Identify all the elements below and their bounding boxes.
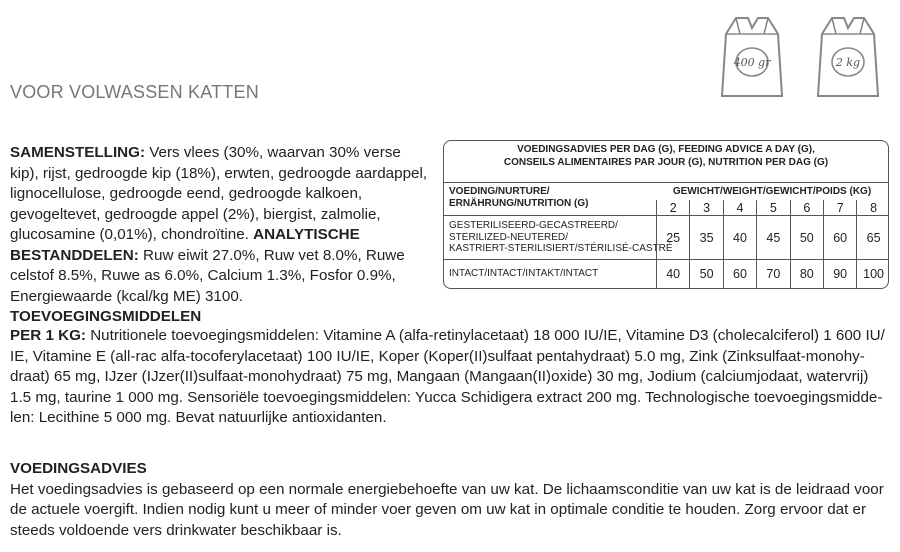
composition-block: [10, 143, 430, 328]
value-cell: 100: [856, 260, 889, 288]
value-cell: 70: [756, 260, 789, 288]
additives-label-a: TOEVOEGINGSMIDDELEN: [10, 308, 202, 325]
nutrition-column-head-line: ERNÄHRUNG/NUTRITION (G): [449, 197, 589, 209]
bag-small-label: 400 gr: [733, 56, 771, 69]
weight-cell: 8: [856, 200, 889, 215]
nutrition-column-head-line: VOEDING/NURTURE/: [449, 186, 550, 197]
value-cell: 80: [790, 260, 823, 288]
composition-label: SAMENSTELLING:: [10, 144, 145, 161]
weight-cell: 4: [723, 200, 756, 215]
row-label-line: STERILIZED-NEUTERED/: [449, 231, 568, 243]
advice-text: Het voedingsadvies is gebaseerd op een normale energiebehoefte van uw kat. De lichaamsconditie van uw kat is de leidraad voor de actuele voergift. Indien nodig kunt u meer of minder voer geven om uw kat in optimale conditie te houden. Zorg ervoor dat er steeds voldoende vers drinkwater beschikbaar is.: [10, 480, 884, 539]
value-cell: 40: [723, 216, 756, 259]
bag-small-icon: [712, 12, 792, 102]
bag-large-icon: [808, 12, 888, 102]
advice-heading: VOEDINGSADVIES: [10, 460, 147, 477]
value-cell: 40: [656, 260, 689, 288]
weight-cell: 3: [689, 200, 722, 215]
value-cell: 35: [689, 216, 722, 259]
value-cell: 60: [823, 216, 856, 259]
value-cell: 60: [723, 260, 756, 288]
product-subtitle: VOOR VOLWASSEN KATTEN: [10, 82, 259, 102]
additives-label-b: PER 1 KG:: [10, 327, 86, 344]
row-label: [449, 220, 673, 255]
row-label-line: GESTERILISEERD-GECASTREERD/: [449, 220, 618, 231]
value-cell: 50: [689, 260, 722, 288]
row-label: [449, 268, 598, 280]
value-cell: 45: [756, 216, 789, 259]
composition-text: Vers vlees (30%, waarvan 30% verse kip), rijst, gedroogde kip (18%), erwten, gedroogde aardappel, lignocellulose, gedroogde eend, gedroogde kalkoen, gevogeltevet, gedroogde appel (2%), biergist, zalmolie, glucosamine (0,01%), chondroïtine.: [10, 144, 428, 243]
row-label-line: INTACT/INTACT/INTAKT/INTACT: [449, 268, 599, 279]
nutrition-column-head: [449, 186, 588, 209]
value-cell: 90: [823, 260, 856, 288]
value-cell: 65: [856, 216, 889, 259]
row-label-line: KASTRIERT-STERILISIERT/STÉRILISÉ-CASTRÉ: [449, 243, 673, 254]
feeding-table: [443, 140, 889, 289]
bag-large-label: 2 kg: [835, 56, 861, 69]
weight-cell: 2: [656, 200, 689, 215]
feeding-table-head-row: [444, 183, 888, 216]
feeding-table-title: [444, 141, 888, 183]
analytical-label: ANALYTISCHE BESTANDDELEN:: [10, 226, 360, 264]
feeding-table-title-line: CONSEILS ALIMENTAIRES PAR JOUR (G), NUTRITION PER DAG (G): [503, 157, 829, 168]
additives-block: [10, 326, 890, 429]
feeding-table-title-line: VOEDINGSADVIES PER DAG (G), FEEDING ADVICE A DAY (G),: [517, 144, 815, 155]
table-row: [444, 216, 888, 260]
additives-text: Nutritionele toevoegingsmiddelen: Vitamine A (alfa-retinylacetaat) 18 000 IU/IE, Vitamine D3 (cholecalciferol) 1 600 IU/ IE, Vitamine E (all-rac alfa-tocoferylacetaat) 100 IU/IE, Koper (Koper(II)sulfaat pentahydraat) 5.0 mg, Zink (Zinksulfaat-monohy-draat) 65 mg, IJzer (IJzer(II)sulfaat-monohydraat) 75 mg, Mangaan (Mangaan(II)oxide) 30 mg, Jodium (calciumjodaat, watervrij) 1.5 mg, taurine 1 000 mg. Sensoriële toevoegingsmiddelen: Yucca Schidigera extract 200 mg. Technologische toevoegingsmidde-len: Lecithine 5 000 mg. Bevat natuurlijke antioxidanten.: [10, 327, 885, 426]
table-row: [444, 260, 888, 288]
weight-cell: 7: [823, 200, 856, 215]
weight-cell: 5: [756, 200, 789, 215]
advice-block: [10, 459, 890, 541]
value-cell: 50: [790, 216, 823, 259]
weight-column-head: GEWICHT/WEIGHT/GEWICHT/POIDS (KG): [672, 186, 872, 197]
weight-cell: 6: [790, 200, 823, 215]
value-cell: 25: [656, 216, 689, 259]
analytical-text: Ruw eiwit 27.0%, Ruw vet 8.0%, Ruwe celstof 8.5%, Ruwe as 6.0%, Calcium 1.3%, Fosfor 0.9%, Energiewaarde (kcal/kg ME) 3100.: [10, 246, 405, 305]
